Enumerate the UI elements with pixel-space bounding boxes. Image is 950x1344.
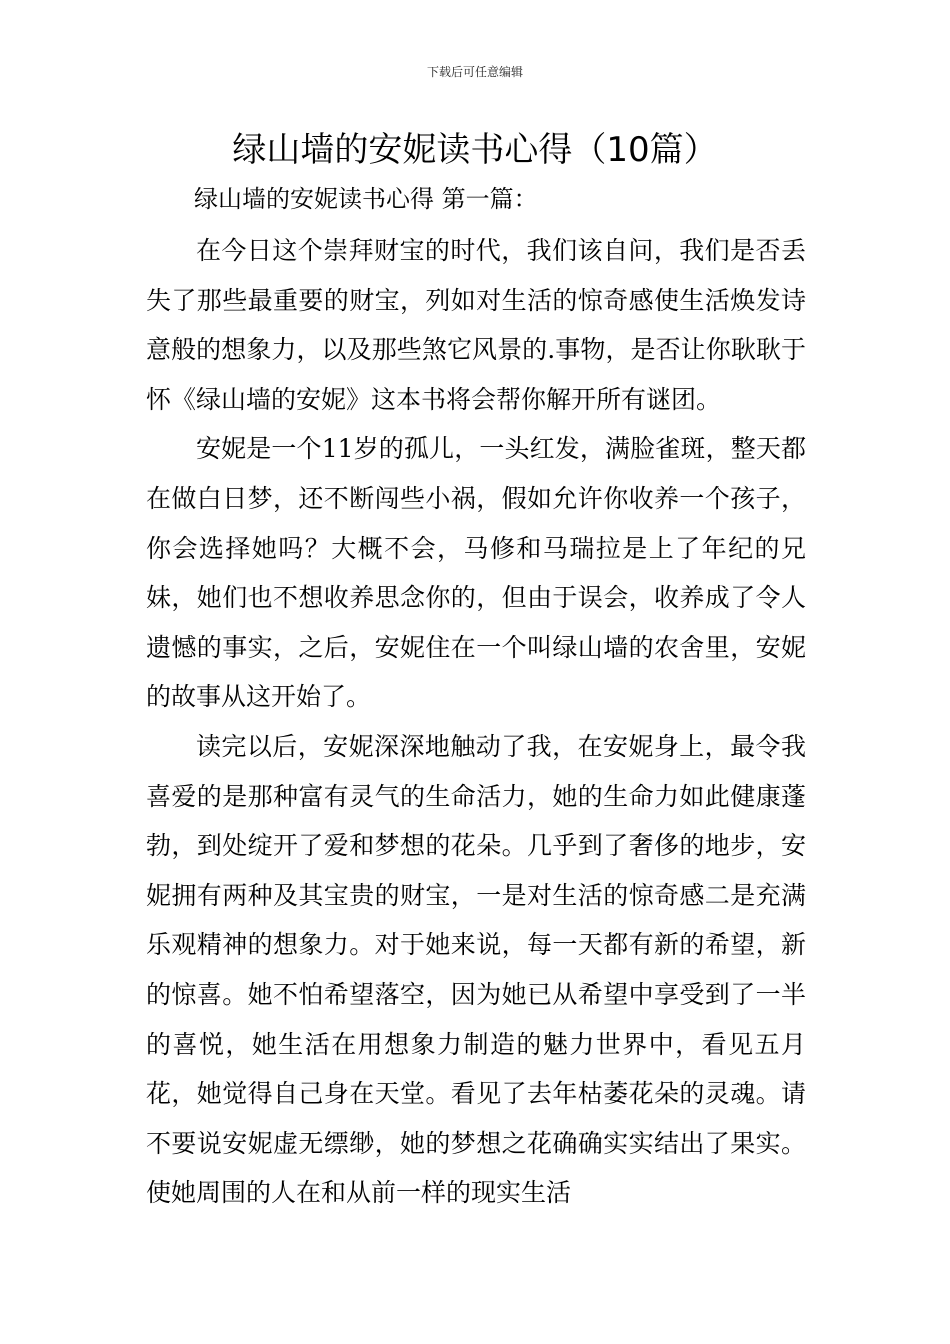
header-note: 下载后可任意编辑 xyxy=(426,65,523,79)
paragraph-3: 读完以后，安妮深深地触动了我，在安妮身上，最令我喜爱的是那种富有灵气的生命活力，她的生命力如此健康蓬勃，到处绽开了爱和梦想的花朵。几乎到了奢侈的地步，安妮拥有两种及其宝贵的财宝，一是对生活的惊奇感二是充满乐观精神的想象力。对于她来说，每一天都有新的希望，新的惊喜。她不怕希望落空，因为她已从希望中享受到了一半的喜悦，她生活在用想象力制造的魅力世界中，看见五月花，她觉得自己身在天堂。看见了去年枯萎花朵的灵魂。请不要说安妮虚无缥缈，她的梦想之花确确实实结出了果实。使她周围的人在和从前一样的现实生活 xyxy=(146,731,806,1208)
paragraph-1: 在今日这个崇拜财宝的时代，我们该自问，我们是否丢失了那些最重要的财宝，列如对生活的惊奇感使生活焕发诗意般的想象力，以及那些煞它风景的.事物，是否让你耿耿于怀《绿山墙的安妮》这本书将会帮你解开所有谜团。 xyxy=(146,236,806,414)
document-body xyxy=(146,226,806,1218)
paragraph-2: 安妮是一个11岁的孤儿，一头红发，满脸雀斑，整天都在做白日梦，还不断闯些小祸，假如允许你收养一个孩子，你会选择她吗？大概不会，马修和马瑞拉是上了年纪的兄妹，她们也不想收养思念你的，但由于误会，收养成了令人遗憾的事实，之后，安妮住在一个叫绿山墙的农舍里，安妮的故事从这开始了。 xyxy=(146,434,806,712)
section-subtitle: 绿山墙的安妮读书心得 第一篇： xyxy=(194,185,538,213)
document-title: 绿山墙的安妮读书心得（10篇） xyxy=(232,130,718,170)
